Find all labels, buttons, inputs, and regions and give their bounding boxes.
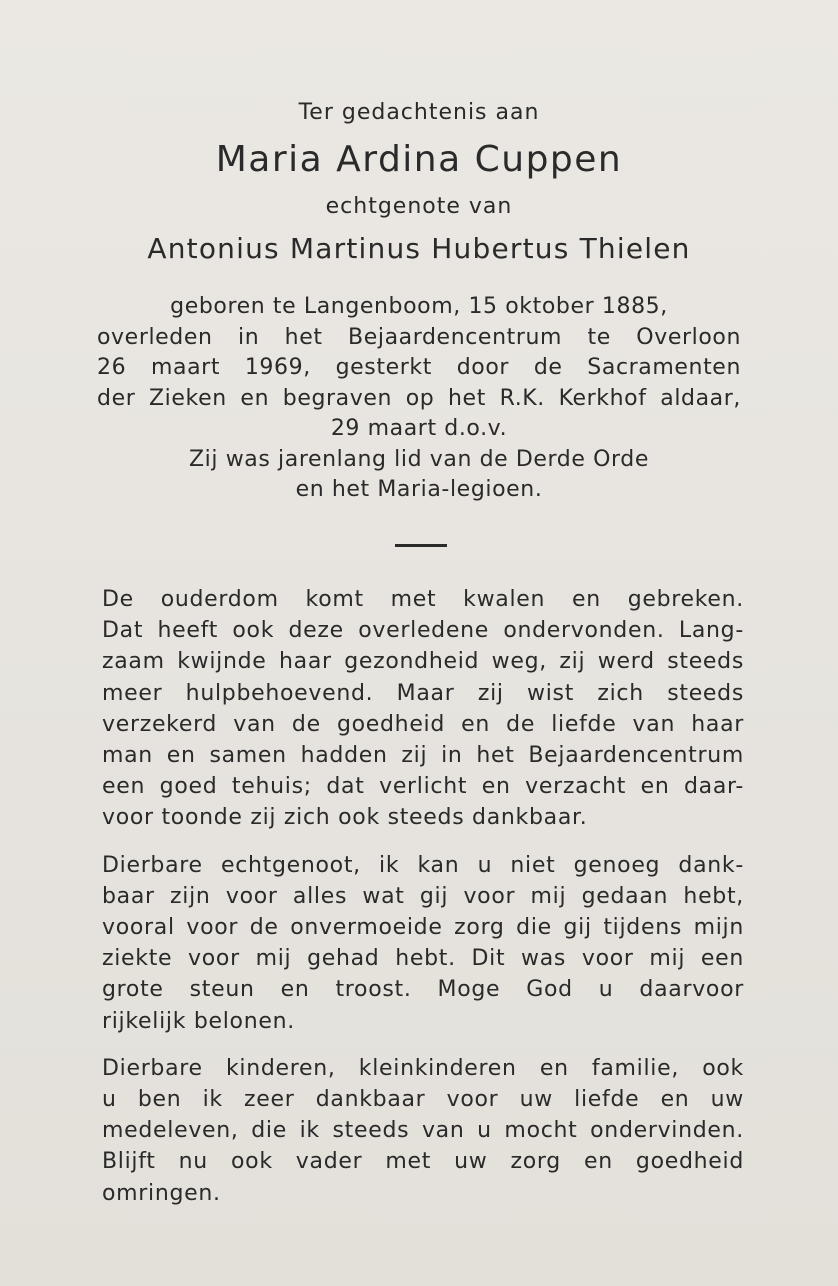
text-line: Dierbare echtgenoot, ik kan u niet genoeg dank-	[102, 852, 744, 878]
card-header	[0, 96, 838, 506]
text-line: meer hulpbehoevend. Maar zij wist zich steeds	[102, 680, 744, 706]
text-line: baar zijn voor alles wat gij voor mij gedaan hebt,	[102, 883, 744, 909]
text-line: Blijft nu ook vader met uw zorg en goedheid	[102, 1149, 744, 1175]
text-line: voor toonde zij zich ook steeds dankbaar.	[102, 805, 588, 831]
text-line: Dierbare kinderen, kleinkinderen en familie, ook	[102, 1055, 744, 1081]
paragraph-husband	[102, 850, 744, 1037]
detail-line: en het Maria-legioen.	[295, 477, 543, 502]
deceased-name: Maria Ardina Cuppen	[215, 139, 623, 180]
text-line: u ben ik zeer dankbaar voor uw liefde en uw	[102, 1087, 744, 1113]
text-line: verzekerd van de goedheid en de liefde van haar	[102, 711, 744, 737]
spouse-intro: echtgenote van	[325, 194, 513, 219]
text-line: ziekte voor mij gehad hebt. Dit was voor mij een	[102, 946, 744, 972]
text-line: rijkelijk belonen.	[102, 1008, 295, 1034]
text-line: zaam kwijnde haar gezondheid weg, zij werd steeds	[102, 649, 744, 675]
detail-line: 26 maart 1969, gesterkt door de Sacramenten	[97, 355, 741, 380]
text-line: een goed tehuis; dat verlicht en verzacht en daar-	[102, 774, 744, 800]
memorial-intro: Ter gedachtenis aan	[298, 100, 540, 125]
text-line: vooral voor de onvermoeide zorg die gij tijdens mijn	[102, 915, 744, 941]
text-line: omringen.	[102, 1180, 221, 1206]
text-line: grote steun en troost. Moge God u daarvoor	[102, 977, 744, 1003]
text-line: De ouderdom komt met kwalen en gebreken.	[102, 587, 744, 612]
text-line: man en samen hadden zij in het Bejaardencentrum	[102, 743, 744, 769]
detail-line: 29 maart d.o.v.	[330, 416, 508, 441]
paragraph-old-age	[102, 584, 744, 834]
text-line: medeleven, die ik steeds van u mocht ondervinden.	[102, 1118, 744, 1144]
paragraph-family	[102, 1053, 744, 1209]
detail-line: der Zieken en begraven op het R.K. Kerkhof aldaar,	[97, 385, 741, 411]
life-details	[0, 292, 838, 506]
detail-line: Zij was jarenlang lid van de Derde Orde	[189, 446, 649, 472]
spouse-name: Antonius Martinus Hubertus Thielen	[147, 232, 691, 265]
detail-line: overleden in het Bejaardencentrum te Overloon	[97, 324, 741, 350]
text-line: Dat heeft ook deze overledene ondervonden. Lang-	[102, 618, 744, 644]
body-text	[102, 584, 744, 1225]
divider-rule	[395, 544, 447, 547]
detail-line: geboren te Langenboom, 15 oktober 1885,	[170, 294, 668, 319]
